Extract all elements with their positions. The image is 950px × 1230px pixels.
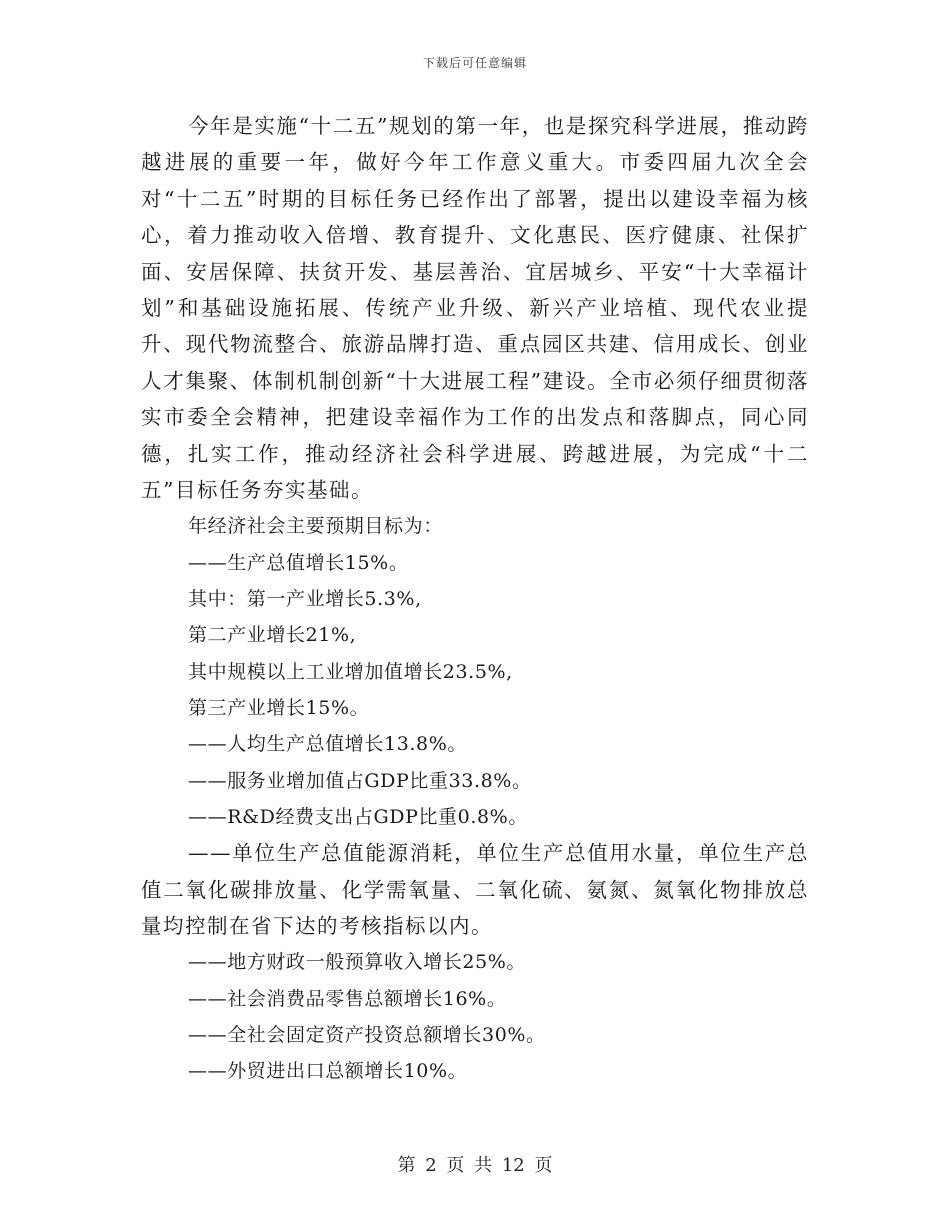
target-line-revenue: ——地方财政一般预算收入增长25%。 — [188, 951, 527, 974]
target-line-industrial: 其中规模以上工业增加值增长23.5%, — [188, 660, 513, 683]
target-line-trade: ——外贸进出口总额增长10%。 — [188, 1060, 468, 1083]
target-line-investment: ——全社会固定资产投资总额增长30%。 — [188, 1023, 546, 1046]
target-line-secondary: 第二产业增长21%, — [188, 624, 357, 647]
intro-paragraph: 今年是实施“十二五”规划的第一年，也是探究科学进展，推动跨越进展的重要一年，做好今年工作意义重大。市委四届九次全会对“十二五”时期的目标任务已经作出了部署，提出以建设幸福为核心，着力推动收入倍增、教育提升、文化惠民、医疗健康、社保扩面、安居保障、扶贫开发、基层善治、宜居城乡、平安“十大幸福计划”和基础设施拓展、传统产业升级、新兴产业培植、现代农业提升、现代物流整合、旅游品牌打造、重点园区共建、信用成长、创业人才集聚、体制机制创新“十大进展工程”建设。全市必须仔细贯彻落实市委全会精神，把建设幸福作为工作的出发点和落脚点，同心同德，扎实工作，推动经济社会科学进展、跨越进展，为完成“十二五”目标任务夯实基础。 — [141, 114, 809, 503]
target-line-gdp: ——生产总值增长15%。 — [188, 551, 409, 574]
target-line-rd: ——R&D经费支出占GDP比重0.8%。 — [188, 805, 528, 828]
target-line-retail: ——社会消费品零售总额增长16%。 — [188, 987, 507, 1010]
target-line-services: ——服务业增加值占GDP比重33.8%。 — [188, 769, 532, 792]
document-body — [141, 108, 809, 1090]
target-line-per-capita: ——人均生产总值增长13.8%。 — [188, 733, 467, 756]
page-header: 下载后可任意编辑 — [422, 56, 527, 70]
target-line-tertiary: 第三产业增长15%。 — [188, 696, 370, 719]
targets-heading: 年经济社会主要预期目标为： — [188, 515, 443, 538]
target-line-primary: 其中：第一产业增长5.3%, — [188, 588, 422, 611]
page-number: 第 2 页 共 12 页 — [397, 1155, 553, 1176]
energy-paragraph: ——单位生产总值能源消耗，单位生产总值用水量，单位生产总值二氧化碳排放量、化学需氧量、二氧化硫、氨氮、氮氧化物排放总量均控制在省下达的考核指标以内。 — [141, 841, 809, 938]
